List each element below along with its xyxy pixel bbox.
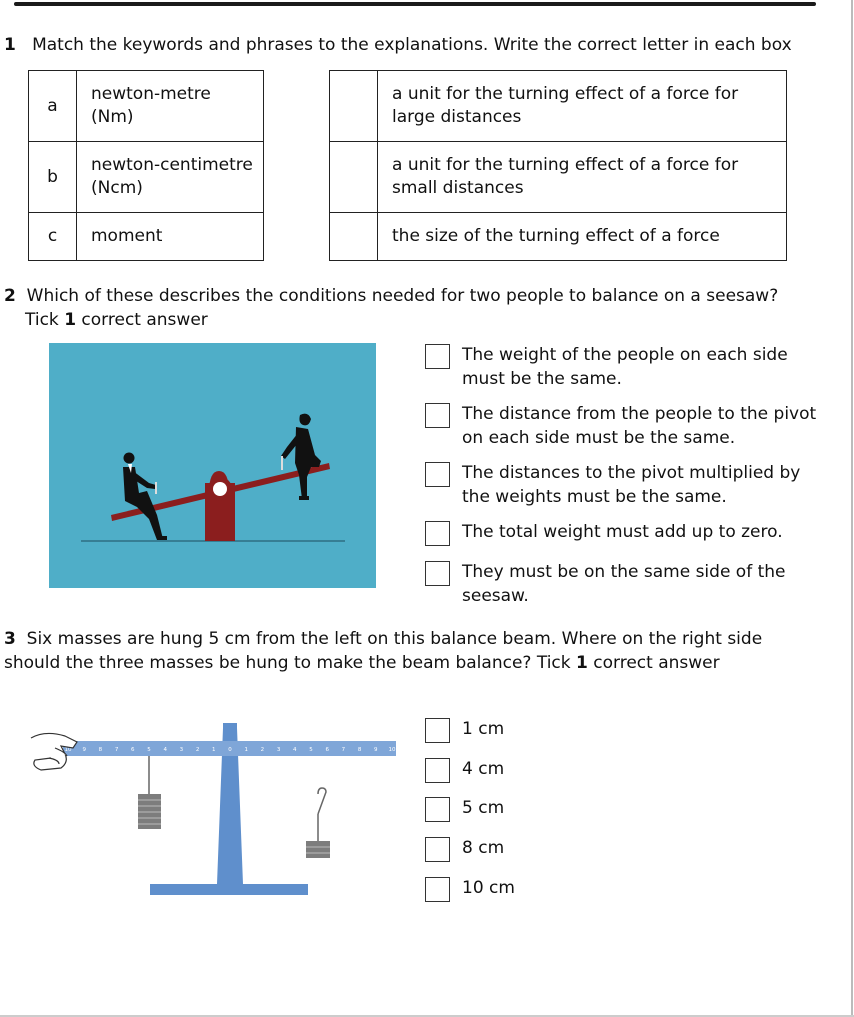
keyword-row — [29, 71, 264, 142]
question-2 — [4, 284, 849, 308]
keyword-row — [29, 213, 264, 261]
question-2-text: Which of these describes the conditions needed for two people to balance on a seesaw? — [26, 286, 779, 306]
option-text: 10 cm — [462, 878, 515, 898]
tick-box[interactable] — [425, 403, 450, 428]
pivot-hole — [213, 482, 227, 496]
ruler-tick-label: 3 — [179, 747, 184, 753]
ruler-tick-label: 3 — [276, 747, 281, 753]
ruler-tick-label: 10 — [388, 747, 396, 753]
ruler-tick-label: 9 — [374, 747, 378, 753]
keyword-row — [29, 142, 264, 213]
ruler-tick-label: 8 — [98, 747, 103, 753]
option-text: The distances to the pivot multiplied by the weights must be the same. — [462, 463, 801, 507]
tick-box[interactable] — [425, 344, 450, 369]
tick-box[interactable] — [425, 521, 450, 546]
option-text: They must be on the same side of the seesaw. — [462, 562, 786, 606]
option-text: 4 cm — [462, 759, 505, 779]
keyword-term: newton-centimetre (Ncm) — [77, 142, 264, 213]
seesaw-illustration — [49, 343, 376, 588]
tick-box[interactable] — [425, 837, 450, 862]
ruler-tick-label: 2 — [195, 747, 200, 753]
tick-box[interactable] — [425, 462, 450, 487]
instruction-count: 1 — [64, 310, 77, 330]
explanation-row — [330, 142, 787, 213]
instruction-count: 1 — [576, 653, 588, 673]
explanation-text: a unit for the turning effect of a force for large distances — [378, 71, 787, 142]
ruler-tick-label: 1 — [244, 747, 248, 753]
question-1-text: Match the keywords and phrases to the explanations. Write the correct letter in each box — [32, 35, 792, 55]
tick-box[interactable] — [425, 758, 450, 783]
keyword-term: moment — [77, 213, 264, 261]
ruler-tick-label: 4 — [163, 747, 167, 753]
right-edge-rule — [851, 0, 853, 1017]
tick-box[interactable] — [425, 718, 450, 743]
option-text: The weight of the people on each side must be the same. — [462, 345, 788, 389]
instruction-prefix: Tick — [25, 310, 65, 330]
explanation-row — [330, 71, 787, 142]
explanation-text: the size of the turning effect of a force — [378, 213, 787, 261]
beam-base — [150, 884, 308, 895]
tick-box[interactable] — [425, 797, 450, 822]
question-2-number: 2 — [4, 286, 16, 306]
ruler-tick-label: 7 — [341, 747, 346, 753]
question-2-instruction — [25, 308, 208, 332]
instruction-suffix: correct answer — [76, 310, 208, 330]
ruler-tick-label: 4 — [293, 747, 297, 753]
keyword-table — [28, 70, 264, 261]
instruction-suffix: correct answer — [587, 653, 720, 673]
answer-box[interactable] — [330, 213, 378, 261]
ruler-tick-label: 9 — [82, 747, 86, 753]
keyword-letter: a — [29, 71, 77, 142]
question-1-number: 1 — [4, 35, 16, 55]
keyword-letter: c — [29, 213, 77, 261]
question-3 — [4, 627, 804, 675]
explanation-row — [330, 213, 787, 261]
option-text: The distance from the people to the pivot on each side must be the same. — [462, 404, 817, 448]
left-mass-stack — [138, 794, 161, 829]
ruler-tick-label: 5 — [309, 747, 313, 753]
right-hook — [318, 788, 326, 814]
keyword-term: newton-metre (Nm) — [77, 71, 264, 142]
question-3-text: Six masses are hung 5 cm from the left on this balance beam. Where on the right side should the three masses be hung to make the beam balance? Tick — [4, 629, 763, 673]
tick-box[interactable] — [425, 877, 450, 902]
ruler-tick-label: 5 — [147, 747, 151, 753]
option-text: The total weight must add up to zero. — [462, 522, 783, 542]
ruler-tick-label: 6 — [325, 747, 329, 753]
ruler-center-label: 0 — [228, 747, 232, 753]
ruler-tick-label: 8 — [357, 747, 362, 753]
ruler-tick-label: 1 — [212, 747, 216, 753]
question-3-number: 3 — [4, 629, 16, 649]
ruler-tick-label: 6 — [131, 747, 135, 753]
explanation-table — [329, 70, 787, 261]
option-text: 5 cm — [462, 798, 505, 818]
ruler-tick-label: 2 — [260, 747, 265, 753]
answer-box[interactable] — [330, 142, 378, 213]
ruler-tick-label: 7 — [114, 747, 119, 753]
answer-box[interactable] — [330, 71, 378, 142]
explanation-text: a unit for the turning effect of a force for small distances — [378, 142, 787, 213]
top-rule — [14, 2, 816, 6]
ruler-tick-label: 10 — [64, 747, 72, 753]
option-text: 8 cm — [462, 838, 505, 858]
right-mass-stack — [306, 841, 330, 858]
keyword-letter: b — [29, 142, 77, 213]
balance-beam-illustration — [25, 718, 405, 898]
tick-box[interactable] — [425, 561, 450, 586]
option-text: 1 cm — [462, 719, 505, 739]
question-1 — [4, 33, 849, 57]
